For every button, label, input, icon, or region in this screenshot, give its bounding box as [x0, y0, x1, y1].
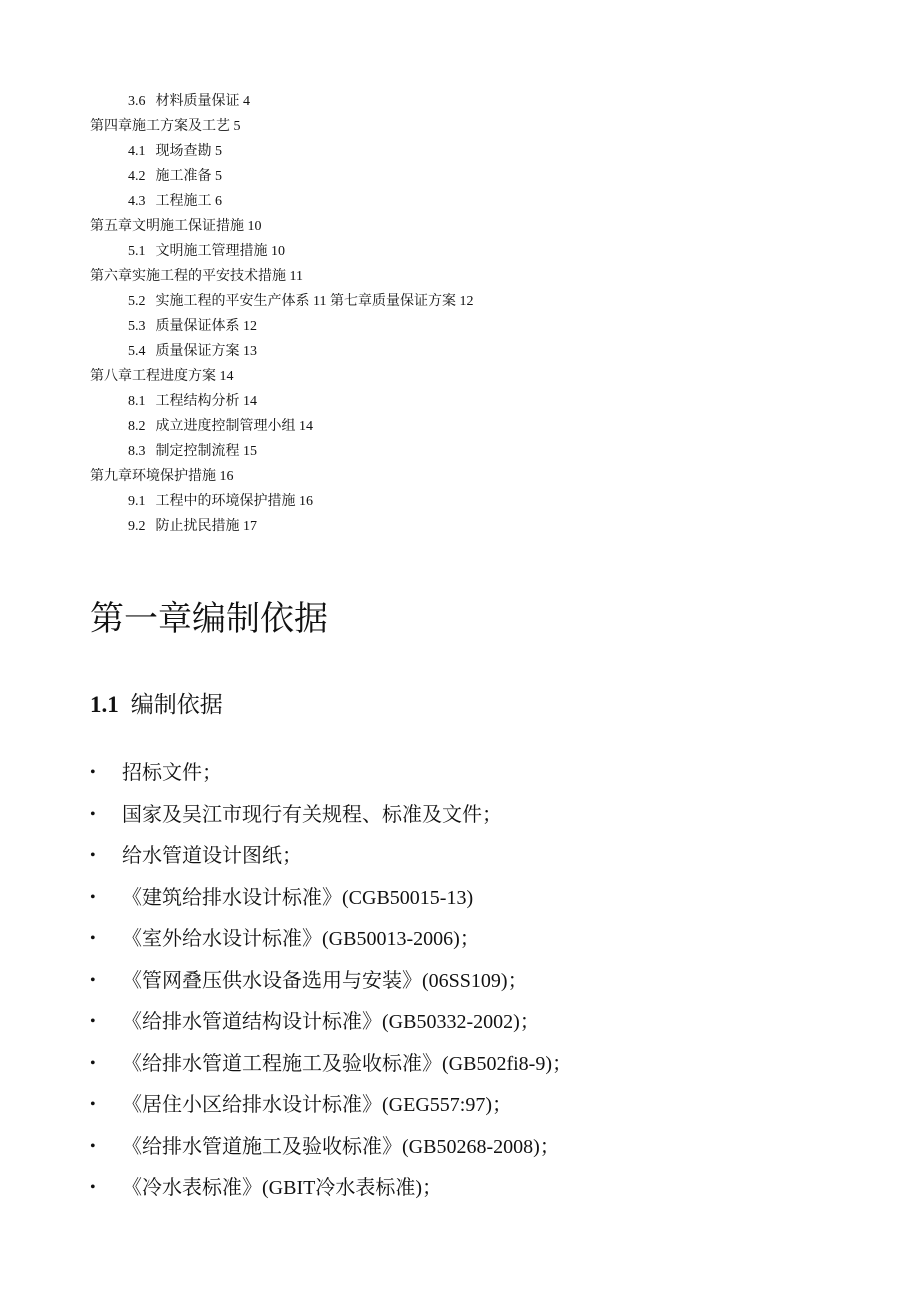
- toc-entry[interactable]: [0, 191, 920, 216]
- bullet-icon: •: [90, 971, 96, 989]
- toc-entry-text: 质量保证方案 13: [155, 344, 257, 359]
- toc-entry[interactable]: [0, 216, 920, 241]
- toc-entry[interactable]: [0, 141, 920, 166]
- bullet-icon: •: [90, 1179, 96, 1196]
- section-heading: [90, 688, 223, 722]
- list-item-text: 《居住小区给排水设计标准》(GEG557:97)；: [122, 1094, 512, 1116]
- bullet-icon: •: [90, 1054, 96, 1072]
- toc-entry[interactable]: [0, 316, 920, 341]
- list-item: [90, 1173, 890, 1215]
- toc-entry-text: 工程中的环境保护措施 16: [155, 494, 313, 509]
- toc-entry[interactable]: [0, 266, 920, 291]
- toc-entry-number: 5.2: [128, 294, 146, 309]
- bullet-icon: •: [90, 1137, 96, 1155]
- toc-entry-number: 4.2: [128, 169, 146, 184]
- table-of-contents: [0, 91, 920, 541]
- list-item-text: 招标文件；: [122, 762, 222, 784]
- toc-entry[interactable]: [0, 466, 920, 491]
- toc-entry[interactable]: [0, 441, 920, 466]
- toc-entry[interactable]: [0, 491, 920, 516]
- bullet-icon: •: [90, 930, 96, 947]
- toc-entry[interactable]: [0, 291, 920, 316]
- toc-entry-text: 质量保证体系 12: [155, 319, 257, 334]
- basis-list: [90, 758, 890, 1215]
- list-item: [90, 1049, 890, 1091]
- toc-entry-text: 成立进度控制管理小组 14: [155, 419, 313, 434]
- toc-entry[interactable]: [0, 516, 920, 541]
- toc-entry[interactable]: [0, 166, 920, 191]
- bullet-icon: •: [90, 764, 96, 781]
- list-item-text: 《给排水管道结构设计标准》(GB50332-2002)；: [122, 1011, 540, 1033]
- list-item-text: 《给排水管道施工及验收标准》(GB50268-2008)；: [122, 1135, 560, 1158]
- list-item-text: 《管网叠压供水设备选用与安装》(06SS109)；: [122, 969, 528, 992]
- toc-entry-number: 8.3: [128, 444, 146, 459]
- toc-entry-number: 3.6: [128, 94, 146, 109]
- list-item-text: 《建筑给排水设计标准》(CGB50015-13): [122, 886, 474, 909]
- toc-entry-text: 实施工程的平安生产体系 11 第七章质量保证方案 12: [155, 294, 474, 309]
- toc-entry[interactable]: [0, 341, 920, 366]
- list-item: [90, 1007, 890, 1049]
- list-item: [90, 883, 890, 925]
- toc-entry[interactable]: [0, 241, 920, 266]
- toc-entry[interactable]: [0, 116, 920, 141]
- list-item: [90, 841, 890, 883]
- toc-entry-text: 第四章施工方案及工艺 5: [90, 119, 241, 134]
- toc-entry-text: 施工准备 5: [155, 169, 222, 184]
- toc-entry-number: 5.4: [128, 344, 146, 359]
- toc-entry-number: 8.2: [128, 419, 146, 434]
- toc-entry[interactable]: [0, 416, 920, 441]
- toc-entry-text: 第八章工程进度方案 14: [90, 369, 234, 384]
- toc-entry-number: 8.1: [128, 394, 146, 409]
- toc-entry-number: 4.3: [128, 194, 146, 209]
- toc-entry-text: 文明施工管理措施 10: [155, 244, 285, 259]
- toc-entry[interactable]: [0, 366, 920, 391]
- toc-entry[interactable]: [0, 391, 920, 416]
- list-item: [90, 1090, 890, 1132]
- bullet-icon: •: [90, 805, 96, 823]
- section-heading-number: 1.1: [90, 692, 119, 717]
- list-item-text: 国家及吴江市现行有关规程、标准及文件；: [122, 803, 502, 826]
- toc-entry-text: 防止扰民措施 17: [155, 519, 257, 534]
- list-item: [90, 966, 890, 1008]
- toc-entry-text: 工程结构分析 14: [155, 394, 257, 409]
- list-item: [90, 1132, 890, 1174]
- list-item-text: 《给排水管道工程施工及验收标准》(GB502fi8-9)；: [122, 1052, 572, 1075]
- toc-entry-text: 第六章实施工程的平安技术措施 11: [90, 269, 303, 284]
- toc-entry-number: 9.1: [128, 494, 146, 509]
- list-item: [90, 758, 890, 800]
- toc-entry-text: 制定控制流程 15: [155, 444, 257, 459]
- list-item: [90, 924, 890, 966]
- list-item-text: 给水管道设计图纸；: [122, 845, 302, 867]
- list-item-text: 《冷水表标准》(GBIT冷水表标准)；: [122, 1177, 442, 1199]
- toc-entry-number: 4.1: [128, 144, 146, 159]
- section-heading-text: 编制依据: [130, 692, 223, 717]
- toc-entry-number: 5.1: [128, 244, 146, 259]
- toc-entry[interactable]: [0, 91, 920, 116]
- bullet-icon: •: [90, 847, 96, 864]
- toc-entry-text: 工程施工 6: [155, 194, 222, 209]
- chapter-heading: 第一章编制依据: [90, 601, 328, 638]
- bullet-icon: •: [90, 1013, 96, 1030]
- toc-entry-text: 第九章环境保护措施 16: [90, 469, 234, 484]
- toc-entry-text: 第五章文明施工保证措施 10: [90, 219, 262, 234]
- bullet-icon: •: [90, 1096, 96, 1113]
- toc-entry-text: 现场查勘 5: [155, 144, 222, 159]
- bullet-icon: •: [90, 888, 96, 906]
- toc-entry-text: 材料质量保证 4: [155, 94, 250, 109]
- toc-entry-number: 5.3: [128, 319, 146, 334]
- list-item: [90, 800, 890, 842]
- toc-entry-number: 9.2: [128, 519, 146, 534]
- list-item-text: 《室外给水设计标准》(GB50013-2006)；: [122, 928, 480, 950]
